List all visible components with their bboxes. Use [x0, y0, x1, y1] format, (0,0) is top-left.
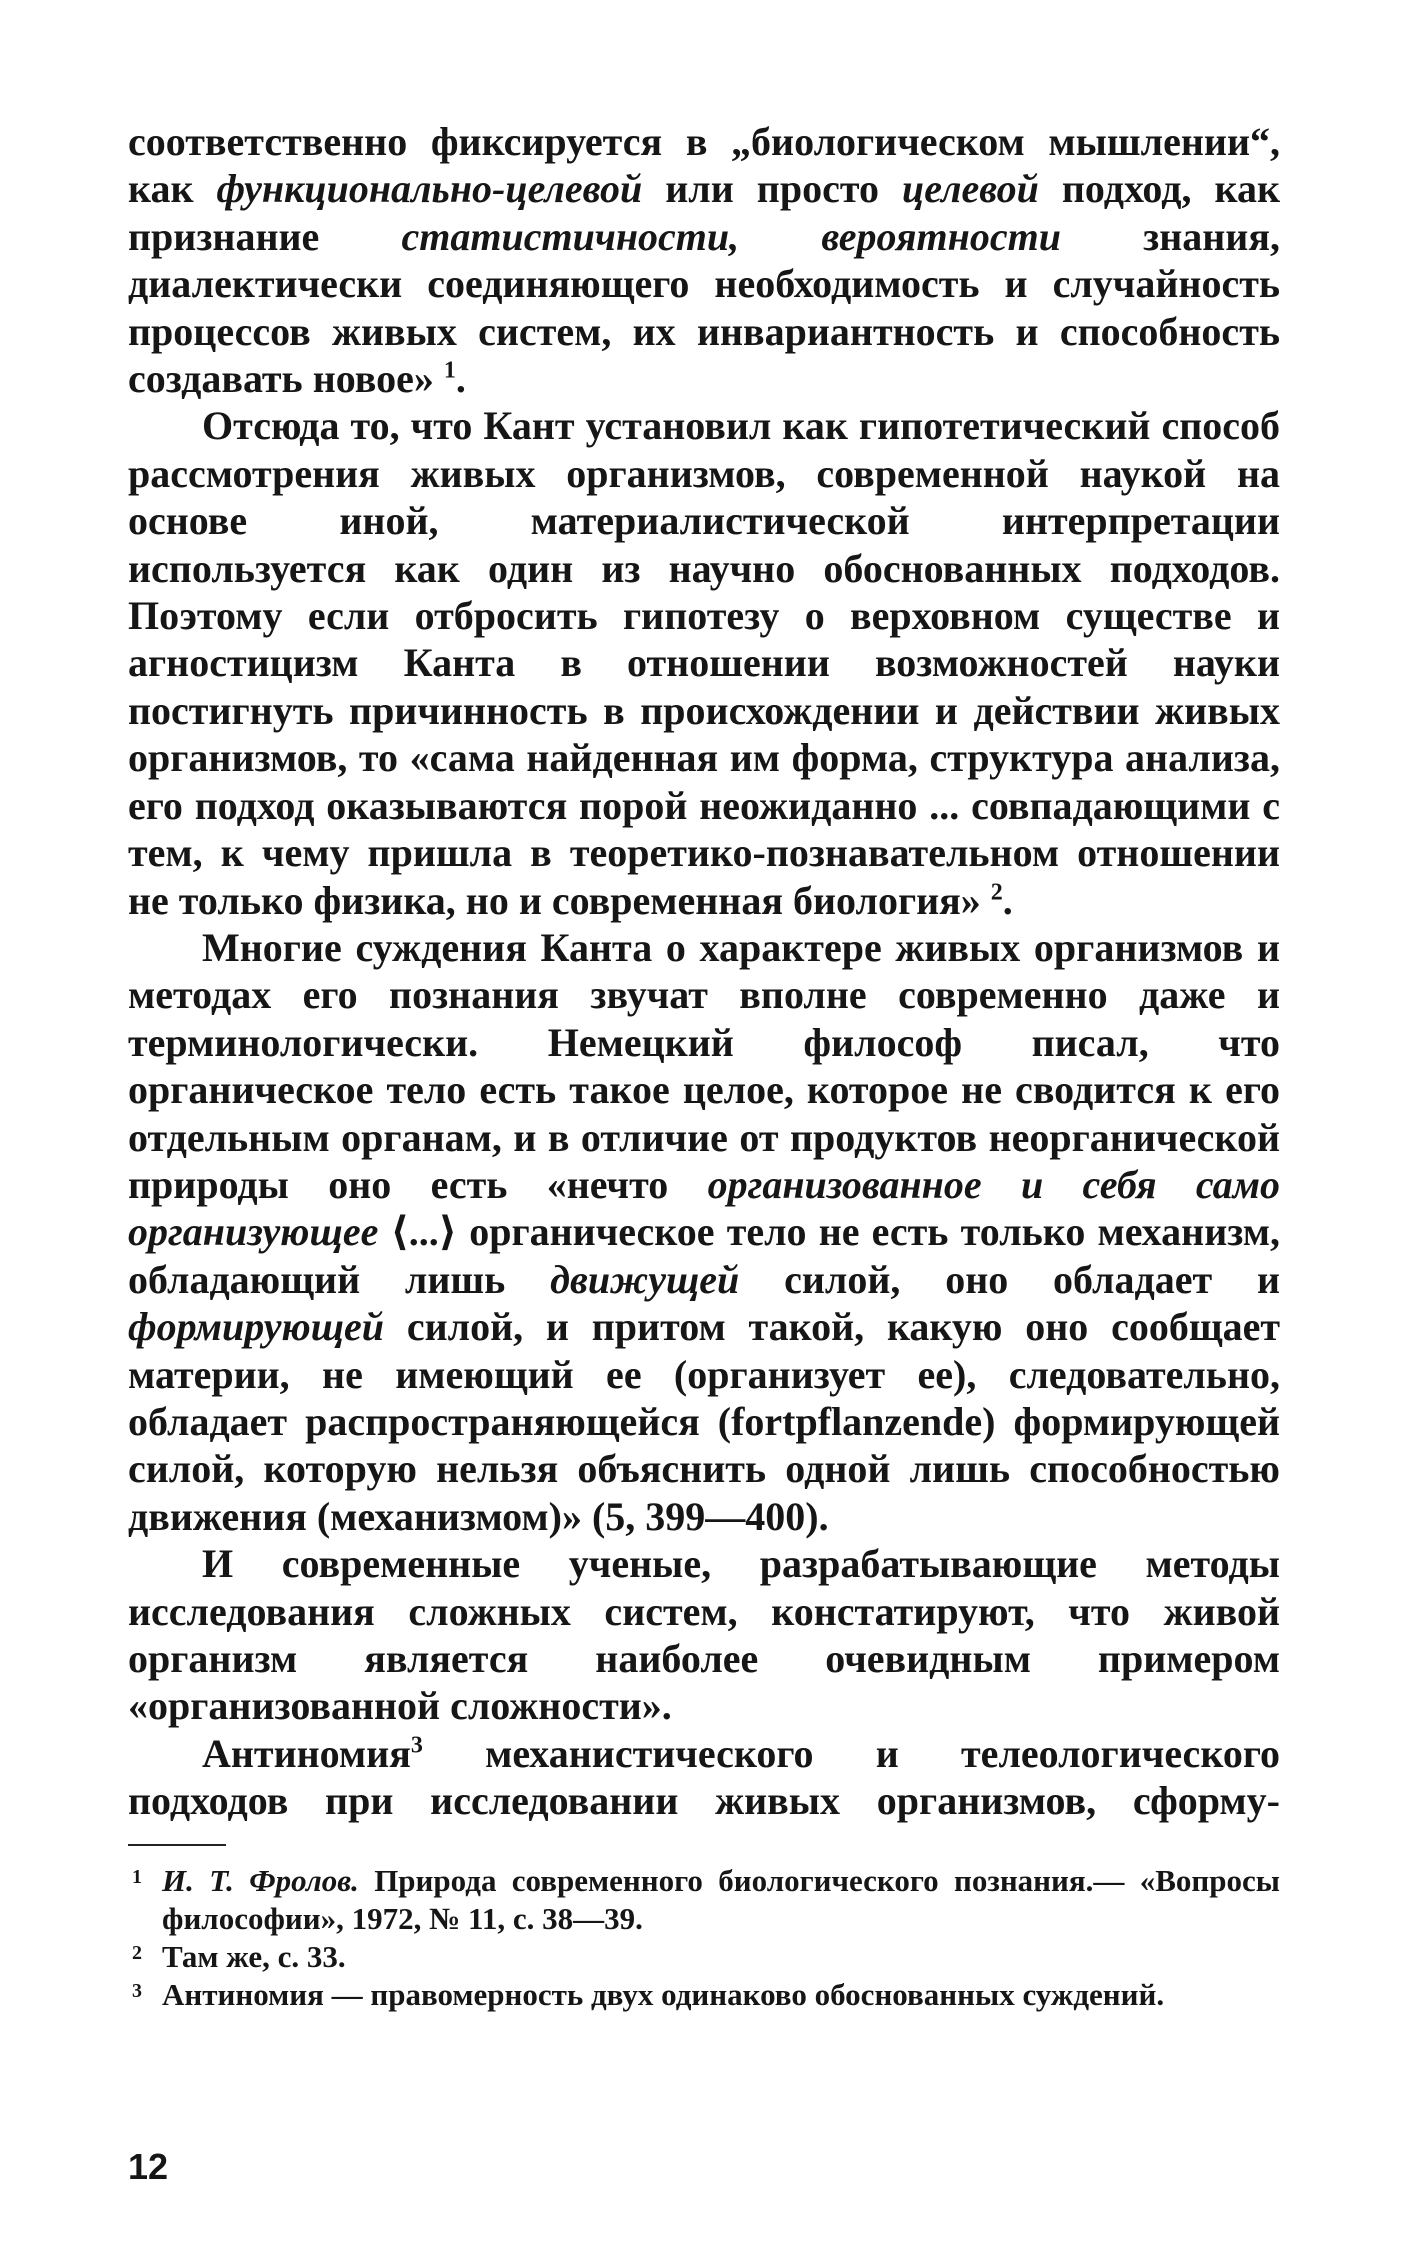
footnote-reference-1: 1 — [443, 357, 456, 384]
italic-run: организованное и себя само организующее — [128, 1161, 1281, 1255]
italic-run: статистичности, вероятности — [401, 213, 1061, 259]
footnotes — [128, 1862, 1280, 2014]
footnote-text: Антиномия — правомерность двух одинаково обоснованных суждений. — [162, 1977, 1165, 2012]
text-run: Отсюда то, что Кант установил как гипотетический способ рассмотрения живых организмов, современной наукой на основе иной, материалистической интерпретации используется как один из научно обоснованных подходов. Поэтому если отбросить гипотезу о верховном существе и агностицизм Канта в отношении возможностей науки постигнуть причинность в происхождении и действии живых организмов, то «сама найденная им форма, структура анализа, его подход оказываются порой неожиданно ... совпадающими с тем, к чему пришла в теоретико-познавательном отношении не только физика, но и современная биология» — [128, 403, 1280, 923]
text-run: И современные ученые, разрабатывающие методы исследования сложных систем, констатируют, что живой организм является наиболее очевидным примером «организованной сложности». — [128, 1541, 1280, 1729]
paragraph-1 — [128, 118, 1280, 402]
paragraph-5 — [128, 1730, 1280, 1825]
footnote-reference-3: 3 — [410, 1732, 423, 1759]
text-run: . — [455, 356, 466, 402]
footnote-text: Природа современного биологического познания.— «Вопросы философии», 1972, № 11, с. 38—39. — [162, 1863, 1280, 1936]
footnote-1 — [128, 1862, 1280, 1938]
footnote-text: Там же, с. 33. — [162, 1939, 346, 1974]
text-run: силой, и притом такой, какую оно сообщает материи, не имеющий ее (организует ее), следовательно, обладает распространяющейся (fortpflanzende) формирующей силой, которую нельзя объяснить одной лишь способностью движения (механизмом)» (5, 399—400). — [128, 1304, 1280, 1539]
text-run: Многие суждения Канта о характере живых организмов и методах его познания звучат вполне современно даже и терминологически. Немецкий философ писал, что органическое тело есть такое целое, которое не сводится к его отдельным органам, и в отличие от продуктов неорганической природы оно есть «нечто — [128, 924, 1280, 1207]
footnote-separator — [128, 1844, 226, 1846]
page-body — [128, 118, 1280, 1825]
italic-run: движущей — [550, 1256, 740, 1302]
text-run: силой, оно обладает и — [739, 1256, 1280, 1302]
italic-run: целевой — [901, 166, 1039, 212]
text-run: или просто — [642, 166, 902, 212]
footnote-author: И. Т. Фролов. — [162, 1863, 359, 1898]
footnote-mark: 3 — [132, 1980, 142, 2002]
footnote-3 — [128, 1976, 1280, 2014]
page-number: 12 — [128, 2146, 169, 2187]
paragraph-4 — [128, 1540, 1280, 1730]
text-run: ⟨...⟩ органическое тело не есть только механизм, обладающий лишь — [128, 1209, 1280, 1302]
text-run: механистического и телеологического подходов при исследовании живых организмов, сформу- — [128, 1730, 1280, 1824]
footnote-mark: 1 — [132, 1866, 142, 1888]
footnote-mark: 2 — [132, 1942, 142, 1964]
italic-run: функционально-целевой — [216, 166, 643, 212]
main-text — [128, 118, 1280, 1825]
text-run: знания, диалектически соединяющего необходимость и случайность процессов живых систем, их инвариантность и способность создавать новое» — [128, 213, 1280, 402]
paragraph-3 — [128, 924, 1280, 1540]
italic-run: формирующей — [128, 1304, 385, 1350]
paragraph-2 — [128, 402, 1280, 923]
text-run: подход, как признание — [128, 166, 1280, 259]
footnote-2 — [128, 1938, 1280, 1976]
text-run: Антиномия — [202, 1730, 411, 1776]
text-run: . — [1002, 877, 1013, 923]
footnote-reference-2: 2 — [990, 879, 1003, 906]
text-run: соответственно фиксируется в „биологическом мышлении“, как — [128, 119, 1280, 212]
